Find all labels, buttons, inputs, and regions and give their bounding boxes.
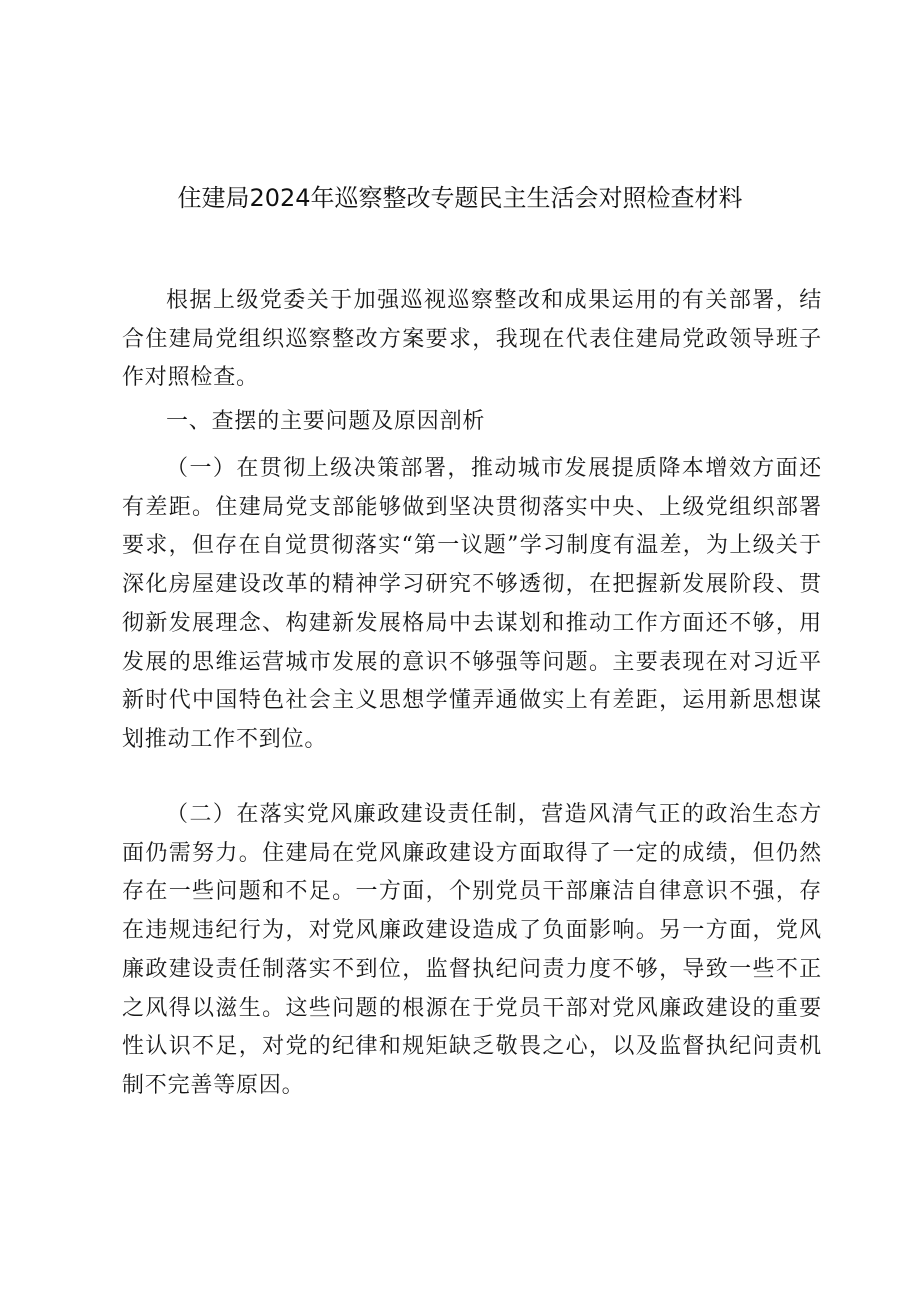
- section-heading: 一、查摆的主要问题及原因剖析: [166, 409, 486, 434]
- section-paragraph-1: （一）在贯彻上级决策部署，推动城市发展提质降本增效方面还有差距。住建局党支部能够做到坚决贯彻落实中央、上级党组织部署要求，但存在自觉贯彻落实“第一议题”学习制度有温差，为上级关于深化房屋建设改革的精神学习研究不够透彻，在把握新发展阶段、贯彻新发展理念、构建新发展格局中去谋划和推动工作方面还不够，用发展的思维运营城市发展的意识不够强等问题。主要表现在对习近平新时代中国特色社会主义思想学懂弄通做实上有差距，运用新思想谋划推动工作不到位。: [122, 456, 822, 752]
- document-title: 住建局2024年巡察整改专题民主生活会对照检查材料: [177, 184, 743, 212]
- section-paragraph-2: （二）在落实党风廉政建设责任制，营造风清气正的政治生态方面仍需努力。住建局在党风廉政建设方面取得了一定的成绩，但仍然存在一些问题和不足。一方面，个别党员干部廉洁自律意识不强，存在违规违纪行为，对党风廉政建设造成了负面影响。另一方面，党风廉政建设责任制落实不到位，监督执纪问责力度不够，导致一些不正之风得以滋生。这些问题的根源在于党员干部对党风廉政建设的重要性认识不足，对党的纪律和规矩缺乏敬畏之心，以及监督执纪问责机制不完善等原因。: [122, 802, 822, 1098]
- intro-paragraph: 根据上级党委关于加强巡视巡察整改和成果运用的有关部署，结合住建局党组织巡察整改方案要求，我现在代表住建局党政领导班子作对照检查。: [122, 288, 822, 391]
